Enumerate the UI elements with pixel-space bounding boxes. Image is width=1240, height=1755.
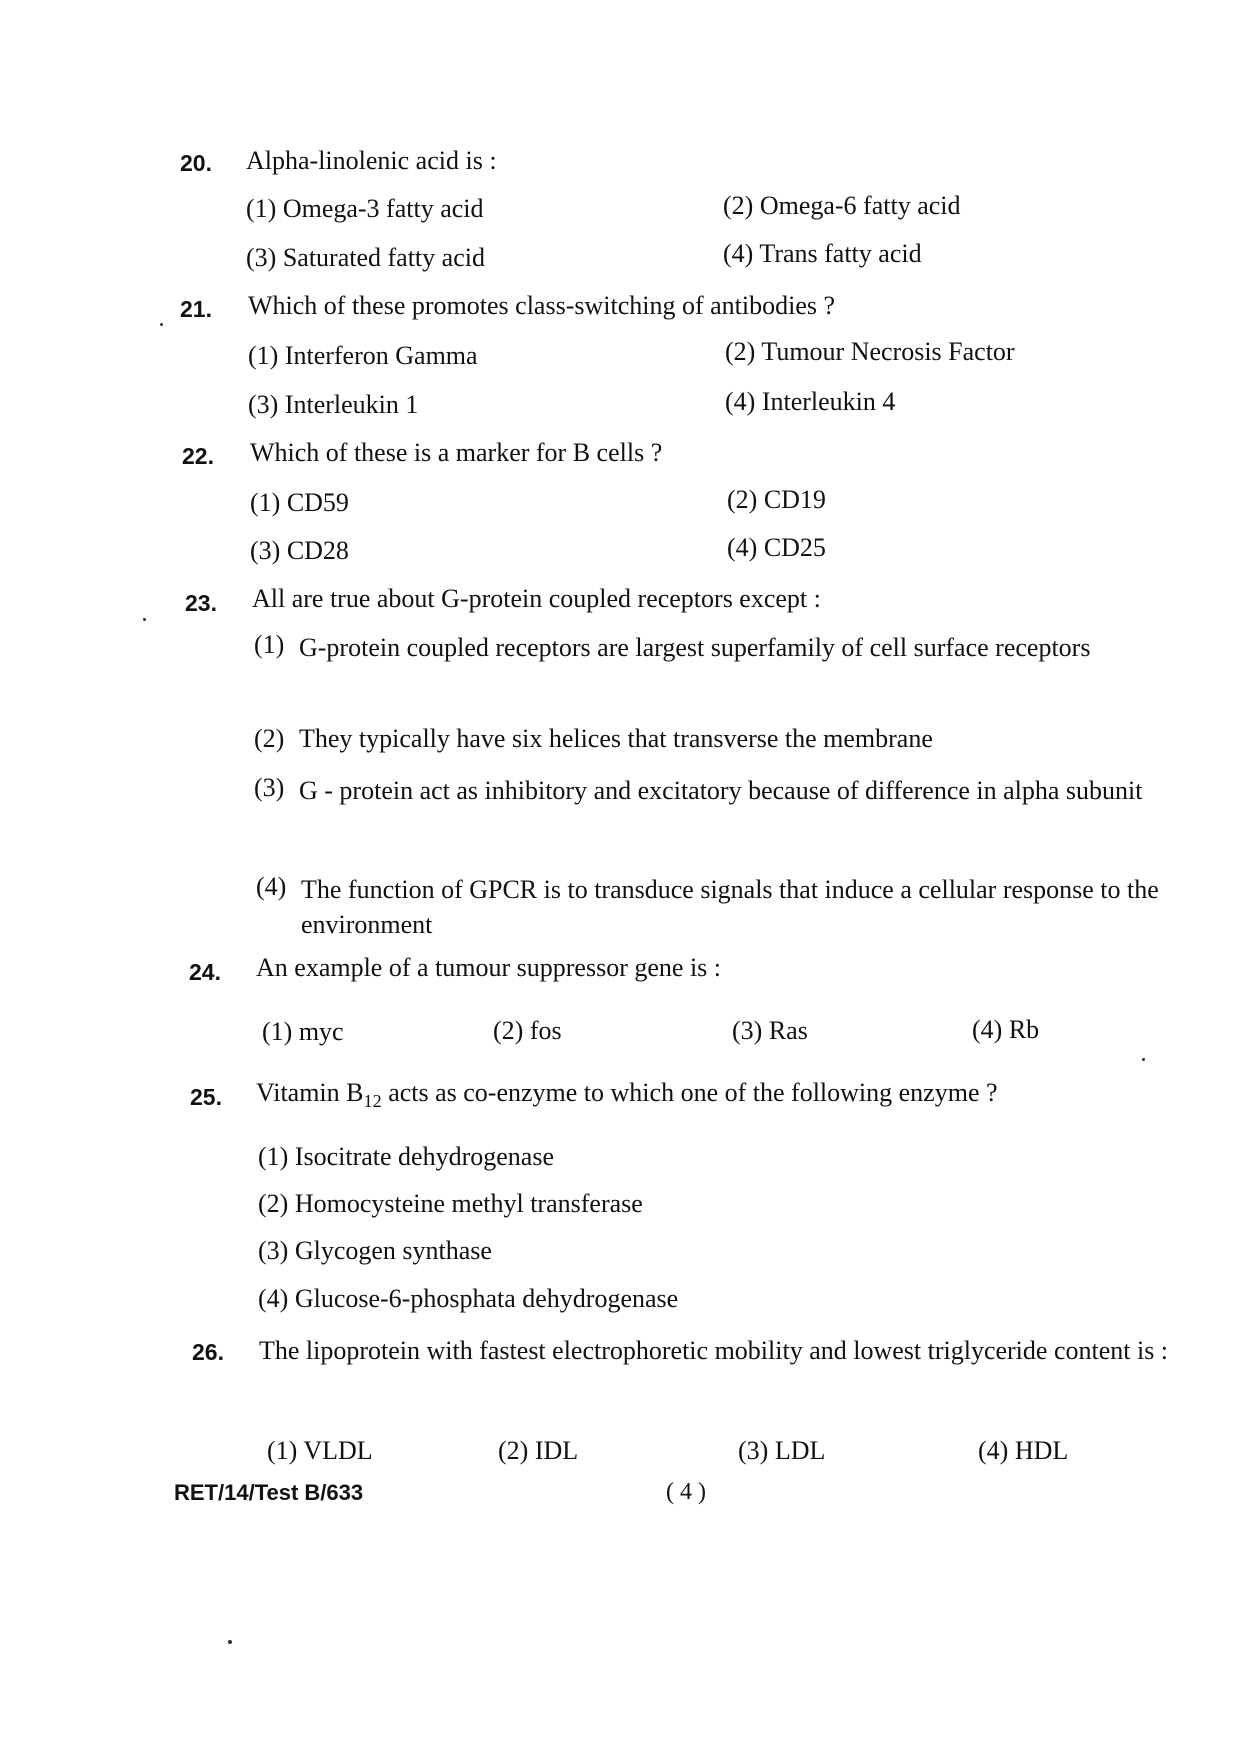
question-stem-20: Alpha-linolenic acid is : <box>246 146 497 175</box>
question-number-25: 25. <box>190 1084 222 1110</box>
question-number-21: 21. <box>180 296 212 322</box>
option-25-1: (1) Isocitrate dehydrogenase <box>258 1142 554 1171</box>
option-25-3: (3) Glycogen synthase <box>258 1236 492 1265</box>
question-stem-25 <box>256 1078 998 1112</box>
question-stem-21: Which of these promotes class-switching of antibodies ? <box>248 291 836 320</box>
option-25-2: (2) Homocysteine methyl transferase <box>258 1189 643 1218</box>
paper-code: RET/14/Test B/633 <box>174 1480 364 1505</box>
option-23-1-text: G-protein coupled receptors are largest superfamily of cell surface receptors <box>299 633 1091 662</box>
question-number-23: 23. <box>185 590 217 616</box>
option-23-4-number: (4) <box>256 872 287 901</box>
option-21-4: (4) Interleukin 4 <box>725 387 896 416</box>
option-20-3: (3) Saturated fatty acid <box>246 243 485 272</box>
scan-speck <box>160 323 163 326</box>
option-23-3-number: (3) <box>254 773 285 802</box>
option-22-4: (4) CD25 <box>727 533 826 562</box>
option-20-2: (2) Omega-6 fatty acid <box>723 191 961 220</box>
option-23-2-number: (2) <box>254 724 285 753</box>
option-26-3: (3) LDL <box>738 1436 826 1465</box>
question-stem-22: Which of these is a marker for B cells ? <box>250 438 663 467</box>
page-number: ( 4 ) <box>666 1479 706 1505</box>
option-26-1: (1) VLDL <box>267 1436 373 1465</box>
option-26-4: (4) HDL <box>978 1436 1069 1465</box>
question-number-20: 20. <box>180 150 212 176</box>
question-stem-26: The lipoprotein with fastest electrophoretic mobility and lowest triglyceride content is : <box>259 1336 1169 1365</box>
option-20-1: (1) Omega-3 fatty acid <box>246 194 484 223</box>
option-23-1-number: (1) <box>254 630 285 659</box>
question-stem-24: An example of a tumour suppressor gene is : <box>256 953 722 982</box>
option-21-2: (2) Tumour Necrosis Factor <box>725 337 1015 366</box>
stem-25-part-1: Vitamin B <box>256 1078 364 1107</box>
option-23-4-text: The function of GPCR is to transduce signals that induce a cellular response to the environment <box>301 875 1159 939</box>
option-20-4: (4) Trans fatty acid <box>723 239 922 268</box>
question-number-22: 22. <box>182 443 214 469</box>
question-number-26: 26. <box>192 1339 224 1365</box>
option-22-3: (3) CD28 <box>250 536 349 565</box>
stem-25-part-2: acts as co-enzyme to which one of the following enzyme ? <box>381 1078 998 1107</box>
scan-speck <box>143 618 146 621</box>
option-26-2: (2) IDL <box>498 1436 579 1465</box>
question-stem-23: All are true about G-protein coupled receptors except : <box>252 584 821 613</box>
option-23-2-text: They typically have six helices that transverse the membrane <box>299 724 933 753</box>
scan-speck <box>228 1640 232 1644</box>
option-21-3: (3) Interleukin 1 <box>248 390 419 419</box>
option-24-2: (2) fos <box>493 1016 562 1045</box>
option-25-4: (4) Glucose-6-phosphata dehydrogenase <box>258 1284 679 1313</box>
option-24-1: (1) myc <box>262 1017 344 1046</box>
option-22-1: (1) CD59 <box>250 488 349 517</box>
option-22-2: (2) CD19 <box>727 485 826 514</box>
stem-25-subscript: 12 <box>363 1091 382 1112</box>
option-24-4: (4) Rb <box>972 1015 1040 1044</box>
option-24-3: (3) Ras <box>732 1016 808 1045</box>
option-23-3-text: G - protein act as inhibitory and excitatory because of difference in alpha subunit <box>299 776 1143 805</box>
question-number-24: 24. <box>189 959 221 985</box>
scan-speck <box>1142 1058 1145 1061</box>
option-21-1: (1) Interferon Gamma <box>248 341 478 370</box>
